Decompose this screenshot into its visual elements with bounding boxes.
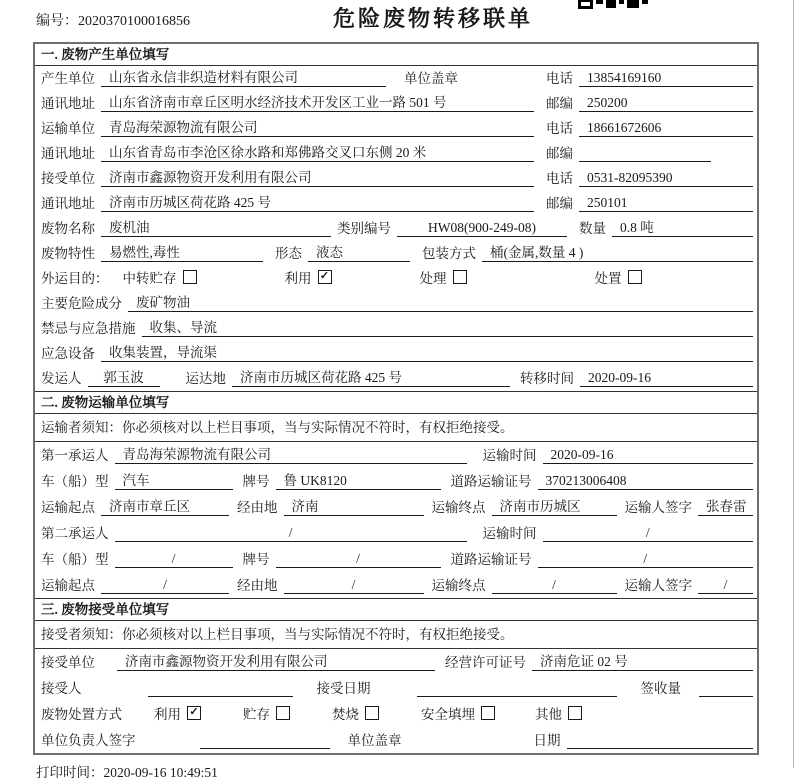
addr3-label: 通讯地址 xyxy=(41,196,95,211)
vehicle2-value: / xyxy=(115,551,233,568)
via2-value: / xyxy=(284,577,424,594)
transporter-value: 青岛海荣源物流有限公司 xyxy=(101,116,534,137)
vehicle1-value: 汽车 xyxy=(115,469,233,490)
disposal-incinerate-checkbox xyxy=(365,706,379,720)
vehicle2-label: 车（船）型 xyxy=(41,552,109,567)
character-value: 易燃性,毒性 xyxy=(101,241,263,262)
receiver-value: 济南市鑫源物资开发利用有限公司 xyxy=(101,166,534,187)
license2-label: 道路运输证号 xyxy=(450,552,532,567)
row-emergency-equipment xyxy=(35,341,757,366)
section3-title: 三. 废物接受单位填写 xyxy=(35,599,757,621)
purpose-option-label: 中转贮存 xyxy=(122,271,177,286)
document-header xyxy=(0,0,796,40)
row-disposal-method xyxy=(35,701,757,727)
row-emergency-measures xyxy=(35,316,757,341)
section2-title: 二. 废物运输单位填写 xyxy=(35,392,757,414)
page-right-edge xyxy=(793,0,794,768)
license1-value: 370213006408 xyxy=(538,473,754,490)
date-label: 日期 xyxy=(533,733,561,748)
quantity-value: 0.8 吨 xyxy=(612,216,753,237)
zip1-label: 邮编 xyxy=(546,96,573,111)
row-receiver xyxy=(35,166,757,191)
category-value: HW08(900-249-08) xyxy=(397,220,567,237)
transfer-storage-checkbox xyxy=(183,270,197,284)
receive-unit-label: 接受单位 xyxy=(41,655,95,670)
phone3-value: 0531-82095390 xyxy=(579,170,753,187)
shipper-label: 发运人 xyxy=(41,371,82,386)
row-acceptor xyxy=(35,675,757,701)
row-shipper xyxy=(35,366,757,391)
document-title: 危险废物转移联单 xyxy=(333,6,534,31)
row-transporter-address xyxy=(35,141,757,166)
disposal-option-other xyxy=(535,703,582,723)
purpose-option-label: 处理 xyxy=(419,271,447,286)
purpose-option-dispose xyxy=(595,267,642,287)
carrier1-label: 第一承运人 xyxy=(41,448,109,463)
origin2-label: 运输起点 xyxy=(41,578,95,593)
purpose-option-utilize xyxy=(285,267,332,287)
time2-value: / xyxy=(543,525,754,542)
row-vehicle-1 xyxy=(35,468,757,494)
manifest-form xyxy=(33,42,759,755)
plate2-label: 牌号 xyxy=(242,552,270,567)
packing-value: 桶(金属,数量 4 ) xyxy=(482,241,753,262)
receive-unit-value: 济南市鑫源物资开发利用有限公司 xyxy=(117,650,435,671)
disposal-label: 废物处置方式 xyxy=(41,707,122,722)
end2-label: 运输终点 xyxy=(431,578,486,593)
disposal-utilize-checkbox: ✓ xyxy=(187,706,201,720)
acceptor-label: 接受人 xyxy=(41,681,82,696)
sign2-label: 运输人签字 xyxy=(624,578,692,593)
row-second-carrier xyxy=(35,520,757,546)
zip3-value: 250101 xyxy=(579,195,753,212)
disposal-option-label: 利用 xyxy=(154,707,181,722)
phone2-label: 电话 xyxy=(546,121,573,136)
quantity-label: 数量 xyxy=(579,221,606,236)
producer-value: 山东省永信非织造材料有限公司 xyxy=(101,66,386,87)
origin1-value: 济南市章丘区 xyxy=(101,495,229,516)
emergency-label: 禁忌与应急措施 xyxy=(41,321,136,336)
zip2-label: 邮编 xyxy=(546,146,573,161)
qr-code-partial-icon xyxy=(578,0,648,10)
waste-name-label: 废物名称 xyxy=(41,221,95,236)
addr1-value: 山东省济南市章丘区明水经济技术开发区工业一路 501 号 xyxy=(101,91,534,112)
section1-title: 一. 废物产生单位填写 xyxy=(35,44,757,66)
equipment-value: 收集装置，导流渠 xyxy=(101,341,753,362)
phone1-value: 13854169160 xyxy=(579,70,753,87)
end2-value: / xyxy=(492,577,617,594)
disposal-option-label: 安全填埋 xyxy=(421,707,475,722)
row-waste-name xyxy=(35,216,757,241)
print-time-value: 2020-09-16 10:49:51 xyxy=(103,765,218,780)
category-label: 类别编号 xyxy=(337,221,391,236)
received-qty-value xyxy=(699,696,753,697)
phone1-label: 电话 xyxy=(546,71,573,86)
addr2-value: 山东省青岛市李沧区徐水路和郑佛路交叉口东侧 20 米 xyxy=(101,141,534,162)
addr1-label: 通讯地址 xyxy=(41,96,95,111)
time2-label: 运输时间 xyxy=(482,526,537,541)
accept-date-value xyxy=(417,696,617,697)
via1-label: 经由地 xyxy=(237,500,278,515)
section-transporter xyxy=(35,391,757,598)
row-transporter xyxy=(35,116,757,141)
phone2-value: 18661672606 xyxy=(579,120,753,137)
disposal-option-label: 贮存 xyxy=(243,707,270,722)
form-label: 形态 xyxy=(275,246,302,261)
origin1-label: 运输起点 xyxy=(41,500,95,515)
sign1-label: 运输人签字 xyxy=(624,500,692,515)
transporter-label: 运输单位 xyxy=(41,121,95,136)
origin2-value: / xyxy=(101,577,229,594)
permit-label: 经营许可证号 xyxy=(445,655,526,670)
emergency-value: 收集、导流 xyxy=(142,316,754,337)
time1-label: 运输时间 xyxy=(482,448,537,463)
form-value: 液态 xyxy=(308,241,410,262)
receiver-label: 接受单位 xyxy=(41,171,95,186)
addr3-value: 济南市历城区荷花路 425 号 xyxy=(101,191,534,212)
receiver-notice: 接受者须知：你必须核对以上栏目事项，当与实际情况不符时，有权拒绝接受。 xyxy=(35,621,757,649)
accept-date-label: 接受日期 xyxy=(316,681,371,696)
print-time-label: 打印时间： xyxy=(36,765,104,780)
manager-sign-label: 单位负责人签字 xyxy=(41,733,136,748)
disposal-option-landfill xyxy=(421,703,495,723)
purpose-option-label: 利用 xyxy=(284,271,312,286)
via1-value: 济南 xyxy=(284,495,424,516)
equipment-label: 应急设备 xyxy=(41,346,95,361)
row-receiver-address xyxy=(35,191,757,216)
purpose-label: 外运目的： xyxy=(41,271,109,286)
disposal-option-label: 其他 xyxy=(535,707,562,722)
zip1-value: 250200 xyxy=(579,95,753,112)
plate1-value: 鲁 UK8120 xyxy=(276,469,441,490)
row-producer xyxy=(35,66,757,91)
date-value xyxy=(567,748,754,749)
row-transfer-purpose xyxy=(35,266,757,291)
row-manager-sign xyxy=(35,727,757,753)
transporter-notice: 运输者须知：你必须核对以上栏目事项，当与实际情况不符时，有权拒绝接受。 xyxy=(35,414,757,442)
serial-number xyxy=(36,10,190,30)
character-label: 废物特性 xyxy=(41,246,95,261)
time1-value: 2020-09-16 xyxy=(543,447,754,464)
destination-label: 运达地 xyxy=(185,371,226,386)
treat-checkbox xyxy=(453,270,467,284)
phone3-label: 电话 xyxy=(546,171,573,186)
disposal-option-utilize xyxy=(154,703,201,723)
disposal-other-checkbox xyxy=(568,706,582,720)
disposal-option-label: 焚烧 xyxy=(332,707,359,722)
disposal-landfill-checkbox xyxy=(481,706,495,720)
section-receiver xyxy=(35,598,757,753)
serial-label: 编号： xyxy=(36,14,78,29)
purpose-option-transfer-storage xyxy=(123,267,197,287)
hazard-value: 废矿物油 xyxy=(128,291,753,312)
serial-value: 2020370100016856 xyxy=(78,14,190,29)
license2-value: / xyxy=(538,551,754,568)
shipper-value: 郭玉波 xyxy=(88,366,160,387)
manager-sign-value xyxy=(200,748,330,749)
hazard-label: 主要危险成分 xyxy=(41,296,122,311)
disposal-store-checkbox xyxy=(276,706,290,720)
row-waste-character xyxy=(35,241,757,266)
dispose-checkbox xyxy=(628,270,642,284)
sign2-value: / xyxy=(698,577,753,594)
disposal-option-store xyxy=(243,703,290,723)
destination-value: 济南市历城区荷花路 425 号 xyxy=(232,366,510,387)
transfer-date-label: 转移时间 xyxy=(520,371,574,386)
producer-label: 产生单位 xyxy=(41,71,95,86)
disposal-option-incinerate xyxy=(332,703,379,723)
packing-label: 包装方式 xyxy=(422,246,476,261)
purpose-option-label: 处置 xyxy=(594,271,622,286)
plate2-value: / xyxy=(276,551,441,568)
carrier1-value: 青岛海荣源物流有限公司 xyxy=(115,443,467,464)
waste-name-value: 废机油 xyxy=(101,216,331,237)
receiver-seal-label: 单位盖章 xyxy=(347,733,402,748)
carrier2-value: / xyxy=(115,525,467,542)
purpose-option-treat xyxy=(420,267,467,287)
row-route-2 xyxy=(35,572,757,598)
addr2-label: 通讯地址 xyxy=(41,146,95,161)
carrier2-label: 第二承运人 xyxy=(41,526,109,541)
acceptor-value xyxy=(148,696,293,697)
section-producer xyxy=(35,44,757,391)
vehicle1-label: 车（船）型 xyxy=(41,474,109,489)
sign1-value: 张春雷 xyxy=(698,495,753,516)
license1-label: 道路运输证号 xyxy=(450,474,532,489)
unit-seal-label: 单位盖章 xyxy=(404,71,458,86)
received-qty-label: 签收量 xyxy=(640,681,681,696)
end1-label: 运输终点 xyxy=(431,500,486,515)
row-route-1 xyxy=(35,494,757,520)
plate1-label: 牌号 xyxy=(242,474,270,489)
permit-value: 济南危证 02 号 xyxy=(532,650,753,671)
zip2-value xyxy=(579,161,711,162)
transfer-date-value: 2020-09-16 xyxy=(580,370,753,387)
row-producer-address xyxy=(35,91,757,116)
utilize-checkbox: ✓ xyxy=(318,270,332,284)
row-first-carrier xyxy=(35,442,757,468)
end1-value: 济南市历城区 xyxy=(492,495,617,516)
print-time xyxy=(36,761,796,781)
row-receive-unit xyxy=(35,649,757,675)
zip3-label: 邮编 xyxy=(546,196,573,211)
row-hazard-component xyxy=(35,291,757,316)
via2-label: 经由地 xyxy=(237,578,278,593)
row-vehicle-2 xyxy=(35,546,757,572)
